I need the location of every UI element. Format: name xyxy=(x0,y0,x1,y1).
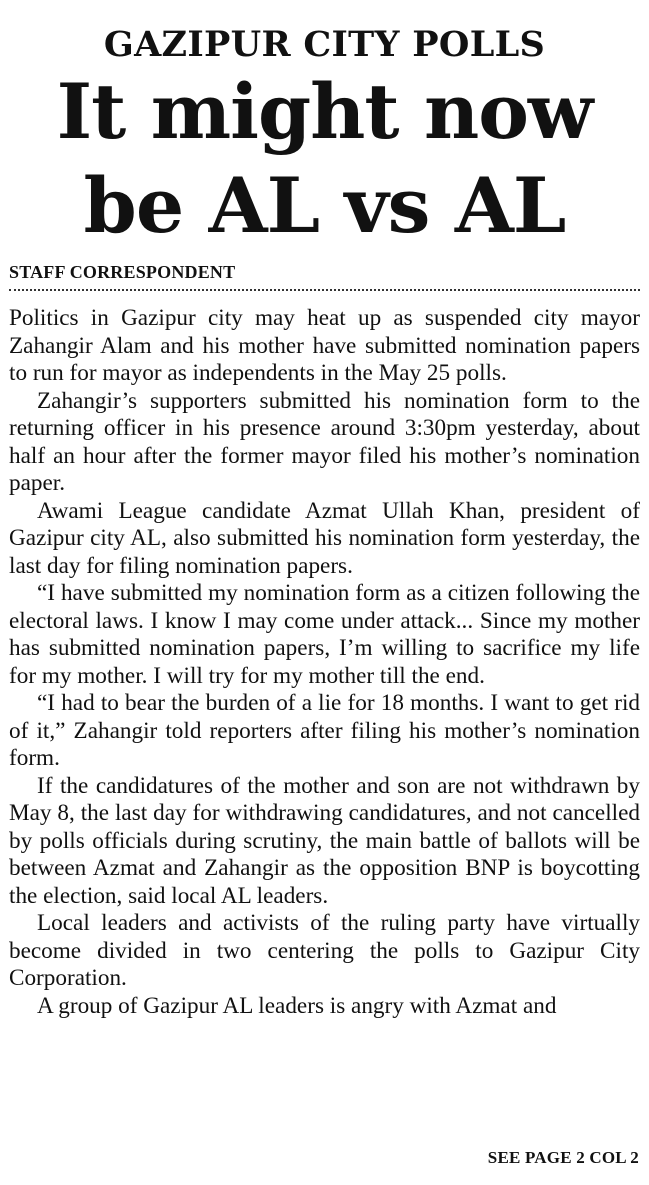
paragraph: Politics in Gazipur city may heat up as suspended city mayor Zahangir Alam and his mother have submitted nomination papers to run for mayor as independents in the May 25 polls. xyxy=(9,305,640,386)
article-headline xyxy=(9,65,640,253)
paragraph: If the candidatures of the mother and son are not withdrawn by May 8, the last day for withdrawing candidatures, and not cancelled by polls officials during scrutiny, the main battle of ballots will be between Azmat and Zahangir as the opposition BNP is boycotting the election, said local AL leaders. xyxy=(9,772,640,909)
dotted-divider xyxy=(9,289,640,291)
paragraph: A group of Gazipur AL leaders is angry with Azmat and xyxy=(37,992,557,1019)
byline: STAFF CORRESPONDENT xyxy=(9,262,236,282)
headline-line-2: be AL vs AL xyxy=(83,161,566,250)
paragraph: Zahangir’s supporters submitted his nomination form to the returning officer in his presence around 3:30pm yesterday, about half an hour after the former mayor filed his mother’s nomination paper. xyxy=(9,387,640,496)
paragraph: Local leaders and activists of the ruling party have virtually become divided in two centering the polls to Gazipur City Corporation. xyxy=(9,910,640,991)
article-body xyxy=(9,305,640,1020)
paragraph: “I had to bear the burden of a lie for 18 months. I want to get rid of it,” Zahangir told reporters after filing his mother’s nomination form. xyxy=(9,690,640,771)
paragraph: Awami League candidate Azmat Ullah Khan, president of Gazipur city AL, also submitted his nomination form yesterday, the last day for filing nomination papers. xyxy=(9,497,640,579)
article-kicker: GAZIPUR CITY POLLS xyxy=(103,24,546,65)
headline-line-1: It might now xyxy=(56,67,593,156)
paragraph: “I have submitted my nomination form as a citizen following the electoral laws. I know I may come under attack... Since my mother has submitted nomination papers, I’m willing to sacrifice my life for my mother. I will try for my mother till the end. xyxy=(9,580,640,689)
continuation-jump-line: SEE PAGE 2 COL 2 xyxy=(487,1148,639,1167)
